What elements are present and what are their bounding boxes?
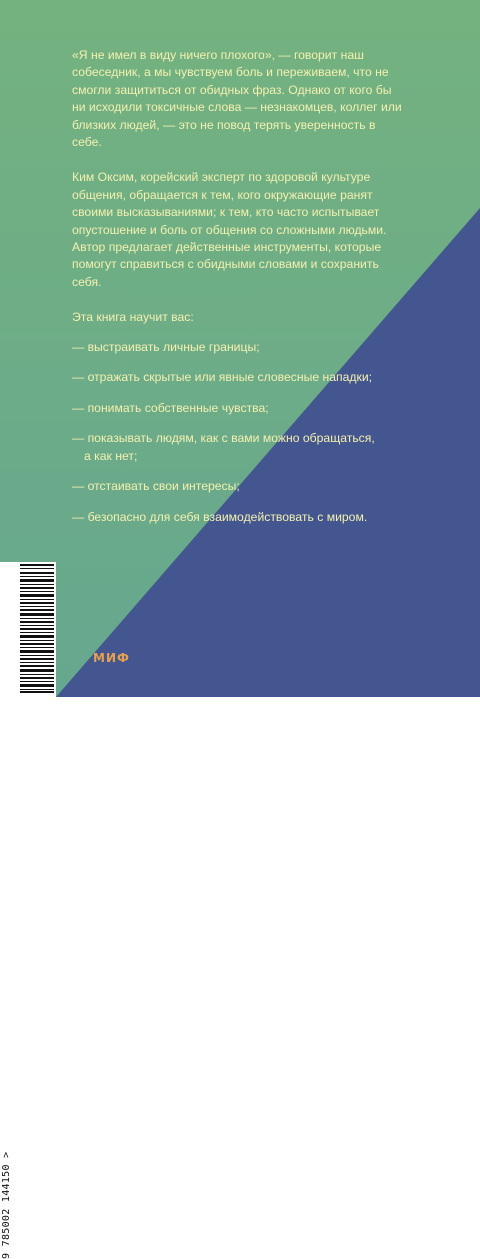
blurb-text — [72, 47, 402, 540]
barcode-bars — [20, 564, 54, 694]
list-item: — отстаивать свои интересы; — [72, 479, 240, 494]
blurb-paragraph-1: «Я не имел в виду ничего плохого», — говорит наш собеседник, а мы чувствуем боль и переживаем, что не смогли защититься от обидных фраз. Однако от кого бы ни исходили токсичные слова — незнакомцев, коллег или близких людей, — это не повод терять уверенность в себе. — [72, 48, 402, 150]
list-item: — понимать собственные чувства; — [72, 400, 269, 415]
barcode — [0, 562, 56, 1259]
blurb-paragraph-2: Ким Оксим, корейский эксперт по здоровой культуре общения, обращается к тем, кого окружающие ранят своими высказываниями; к тем, кто часто испытывает опустошение и боль от общения со сложными людьми. Автор предлагает действенные инструменты, которые помогут справиться с обидными словами и сохранить себя. — [72, 170, 387, 289]
benefits-list — [72, 339, 402, 527]
list-item: — отражать скрытые или явные словесные нападки; — [72, 370, 373, 385]
list-item: — выстраивать личные границы; — [72, 339, 260, 354]
barcode-number: 9 785002 144150 > — [1, 1151, 12, 1259]
list-item: — показывать людям, как с вами можно обращаться, а как нет; — [72, 431, 375, 463]
list-item: — безопасно для себя взаимодействовать с миром. — [72, 510, 368, 525]
list-intro: Эта книга научит вас: — [72, 310, 194, 325]
publisher-logo: МИФ — [93, 651, 130, 665]
